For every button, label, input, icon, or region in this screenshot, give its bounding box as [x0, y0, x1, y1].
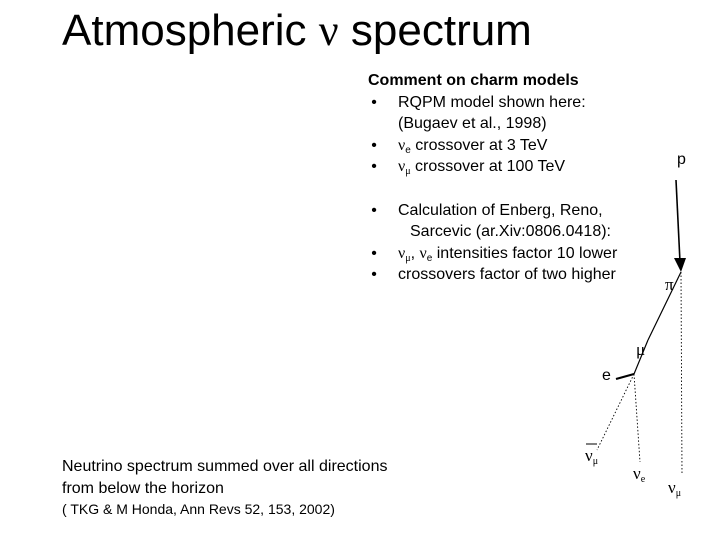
- crossover-text: crossovers factor of two higher: [398, 266, 616, 283]
- nue-label: [633, 464, 645, 484]
- figure-caption: [62, 456, 387, 521]
- numu-from-pion-track: [681, 272, 682, 475]
- nue-nu: ν: [633, 464, 641, 483]
- nue-subscript: e: [405, 144, 411, 156]
- rqpm-line2: (Bugaev et al., 1998): [398, 115, 547, 132]
- rqpm-line1: RQPM model shown here:: [398, 93, 586, 111]
- antinumu-sub: μ: [592, 456, 599, 467]
- intensity-separator: ,: [410, 244, 420, 262]
- intensity-e-subscript: e: [426, 252, 433, 264]
- title-rest: spectrum: [338, 6, 532, 55]
- bullet-icon: •: [371, 266, 377, 283]
- nue-sub: e: [640, 474, 646, 485]
- numu-nu: ν: [668, 478, 676, 497]
- bullet-icon: •: [371, 201, 377, 219]
- calc-line2: Sarcevic (ar.Xiv:0806.0418):: [410, 223, 611, 240]
- bullet-icon: •: [371, 136, 377, 154]
- muon-label: μ: [636, 340, 646, 359]
- ref-close: ): [330, 501, 335, 517]
- nue-crossover-text: crossover at 3 TeV: [410, 136, 548, 154]
- numu-sub: μ: [675, 488, 682, 499]
- nue-track: [634, 374, 640, 462]
- numu-subscript: μ: [405, 166, 411, 177]
- proton-arrowhead-icon: [674, 258, 686, 272]
- numu-symbol: ν: [398, 158, 406, 175]
- electron-label: e: [602, 367, 611, 384]
- caption-reference: [62, 499, 387, 521]
- intensity-nu2-symbol: ν: [419, 244, 427, 262]
- proton-label: p: [677, 151, 686, 168]
- antinumu-label: [585, 446, 598, 466]
- pion-label: π: [665, 275, 674, 294]
- bullet-icon: •: [371, 158, 377, 175]
- calc-line1: Calculation of Enberg, Reno,: [398, 201, 603, 219]
- numu-crossover-text: crossover at 100 TeV: [410, 158, 566, 175]
- proton-track: [676, 180, 680, 262]
- ref-text: TKG & M Honda, Ann Revs 52, 153, 2002: [70, 501, 331, 517]
- title-nu-symbol: ν: [318, 6, 339, 55]
- numu-label: [668, 478, 681, 498]
- intensity-nu-symbol: ν: [398, 244, 406, 262]
- ref-open: (: [62, 501, 71, 517]
- caption-line2: from below the horizon: [62, 479, 224, 497]
- caption-line1: Neutrino spectrum summed over all directions: [62, 458, 388, 475]
- intensity-mu-subscript: μ: [405, 252, 411, 264]
- bullet-icon: •: [371, 93, 377, 111]
- title-text: Atmospheric: [62, 6, 319, 55]
- intensity-text: intensities factor 10 lower: [432, 244, 618, 262]
- antinumu-nu: ν: [585, 446, 593, 465]
- electron-track: [616, 374, 634, 379]
- nue-symbol: ν: [398, 136, 406, 154]
- bullet-icon: •: [371, 244, 377, 262]
- notes-heading: Comment on charm models: [368, 72, 579, 89]
